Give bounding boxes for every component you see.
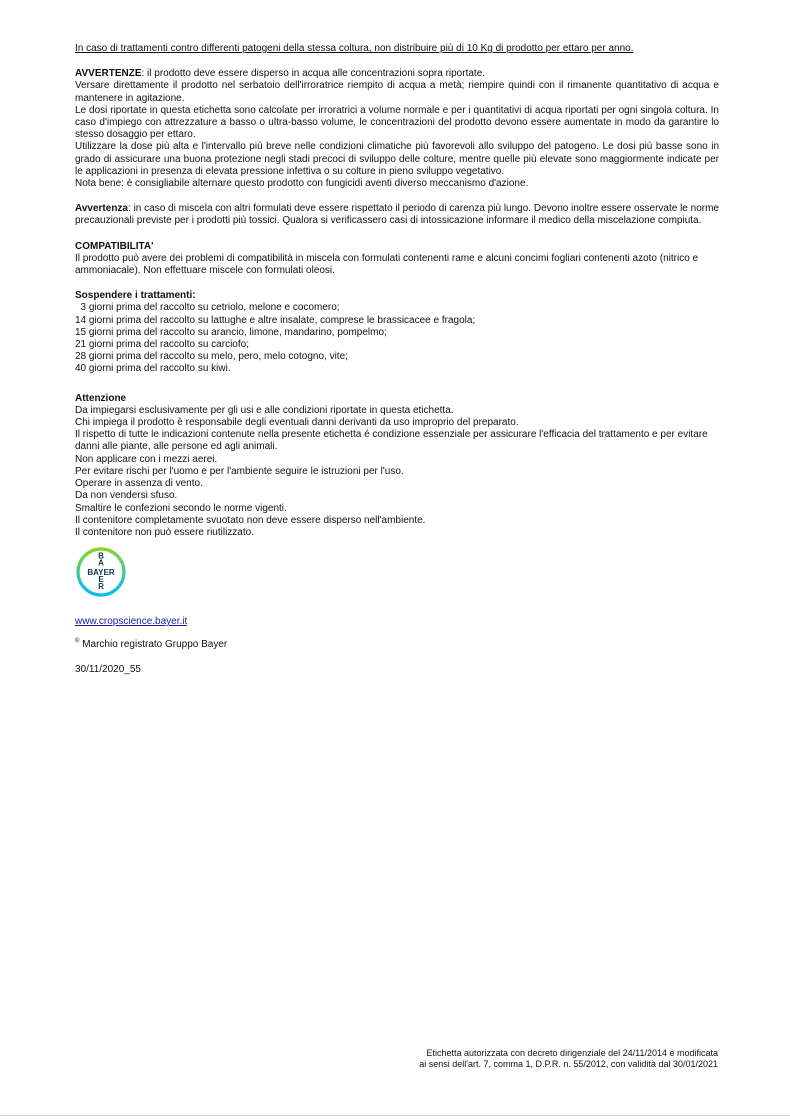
avvertenze-first-line: : il prodotto deve essere disperso in acqua alle concentrazioni sopra riportate. — [141, 68, 486, 80]
compatibilita-text: Il prodotto può avere dei problemi di compatibilità in miscela con formulati contenenti rame e alcuni concimi fogliari contenenti azoto (nitrico e ammoniacale). Non effettuare miscele con formulati oleosi. — [75, 252, 699, 277]
max-dose-note: In caso di trattamenti contro differenti patogeni della stessa coltura, non distribuire più di 10 Kg di prodotto per ettaro per anno. — [75, 43, 634, 54]
label-content — [75, 43, 719, 676]
trademark-note: ® Marchio registrato Gruppo Bayer — [75, 638, 228, 651]
avvertenze-intro — [75, 68, 719, 80]
svg-text:E: E — [98, 575, 104, 585]
list-item: 40 giorni prima del raccolto su kiwi. — [75, 363, 231, 375]
list-item: 15 giorni prima del raccolto su arancio, limone, mandarino, pompelmo; — [75, 326, 387, 338]
avvertenze-para-1: Versare direttamente il prodotto nel serbatoio dell'irroratrice riempito di acqua a metà; riempire quindi con il rimanente quantitativo di acqua e mantenere in agitazione. — [75, 80, 719, 104]
avvertenze-heading: AVVERTENZE — [75, 68, 142, 80]
list-item: Il contenitore completamente svuotato non deve essere disperso nell'ambiente. — [75, 514, 426, 526]
sospendere-heading: Sospendere i trattamenti: — [75, 290, 196, 302]
list-item: 28 giorni prima del raccolto su melo, pero, melo cotogno, vite; — [75, 351, 348, 363]
list-item: 14 giorni prima del raccolto su lattughe e altre insalate, comprese le brassicacee e fragola; — [75, 314, 476, 326]
svg-text:B: B — [98, 551, 104, 561]
list-item: Operare in assenza di vento. — [75, 478, 203, 490]
attenzione-heading: Attenzione — [75, 392, 127, 404]
list-item: Non applicare con i mezzi aerei. — [75, 453, 218, 465]
list-item: Il rispetto di tutte le indicazioni contenute nella presente etichetta é condizione essenziale per assicurare l'efficacia del trattamento e per evitare danni alle piante, alle persone ed agli animali. — [75, 429, 708, 453]
attenzione-list — [75, 405, 719, 539]
list-item: Smaltire le confezioni secondo le norme vigenti. — [75, 502, 287, 514]
list-item: Da non vendersi sfuso. — [75, 490, 178, 502]
avvertenze-para-3: Utilizzare la dose più alta e l'intervallo più breve nelle condizioni climatiche più favorevoli allo sviluppo del patogeno. Le dosi più basse sono in grado di assicurare una buona protezione negli stadi precoci di sviluppo delle colture, mentre quelle più elevate sono maggiormente indicate per le applicazioni in presenza di elevata pressione infettiva o su colture in pieno sviluppo vegetativo. — [75, 141, 719, 177]
page-edge-divider — [0, 1115, 790, 1116]
avvertenza-paragraph — [75, 203, 719, 227]
compatibilita-heading: COMPATIBILITA' — [75, 240, 154, 252]
svg-text:A: A — [98, 558, 104, 568]
list-item: Chi impiega il prodotto è responsabile degli eventuali danni derivanti da uso improprio del preparato. — [75, 417, 519, 429]
list-item: Il contenitore non può essere riutilizzato. — [75, 526, 254, 538]
document-code: 30/11/2020_55 — [75, 663, 141, 675]
avvertenza-heading: Avvertenza — [75, 203, 128, 215]
list-item: 21 giorni prima del raccolto su carciofo; — [75, 339, 249, 351]
avvertenze-para-2: Le dosi riportate in questa etichetta sono calcolate per irroratrici a volume normale e per i quantitativi di acqua riportati per ogni singola coltura. In caso d'impiego con attrezzature a basso o ultra-basso volume, le concentrazioni del prodotto devono essere aumentate in modo da garantire lo stesso dosaggio per ettaro. — [75, 104, 719, 141]
svg-text:R: R — [98, 582, 104, 592]
logo-wordmark: BAYER — [87, 568, 115, 578]
list-item: Da impiegarsi esclusivamente per gli usi e alle condizioni riportate in questa etichetta. — [75, 404, 454, 416]
list-item: 3 giorni prima del raccolto su cetriolo, melone e cocomero; — [75, 302, 340, 314]
website-link[interactable]: www.cropscience.bayer.it — [75, 616, 188, 628]
list-item: Per evitare rischi per l'uomo e per l'ambiente seguire le istruzioni per l'uso. — [75, 465, 404, 477]
avvertenza-text: : in caso di miscela con altri formulati deve essere rispettato il periodo di carenza più lungo. Devono inoltre essere osservate le norme precauzionali previste per i prodotti più tossici. Qualora si verificassero casi di intossicazione informare il medico della miscelazione compiuta. — [75, 203, 719, 227]
bayer-logo — [76, 547, 126, 597]
sospendere-list — [75, 302, 719, 375]
bayer-cross-icon — [76, 547, 126, 597]
authorization-note: Etichetta autorizzata con decreto dirigenziale del 24/11/2014 e modificata ai sensi dell'art. 7, comma 1, D.P.R. n. 55/2012, con validità dal 30/01/2021 — [419, 1048, 718, 1070]
avvertenze-nota: Nota bene: è consigliabile alternare questo prodotto con fungicidi aventi diverso meccanismo d'azione. — [75, 178, 529, 190]
